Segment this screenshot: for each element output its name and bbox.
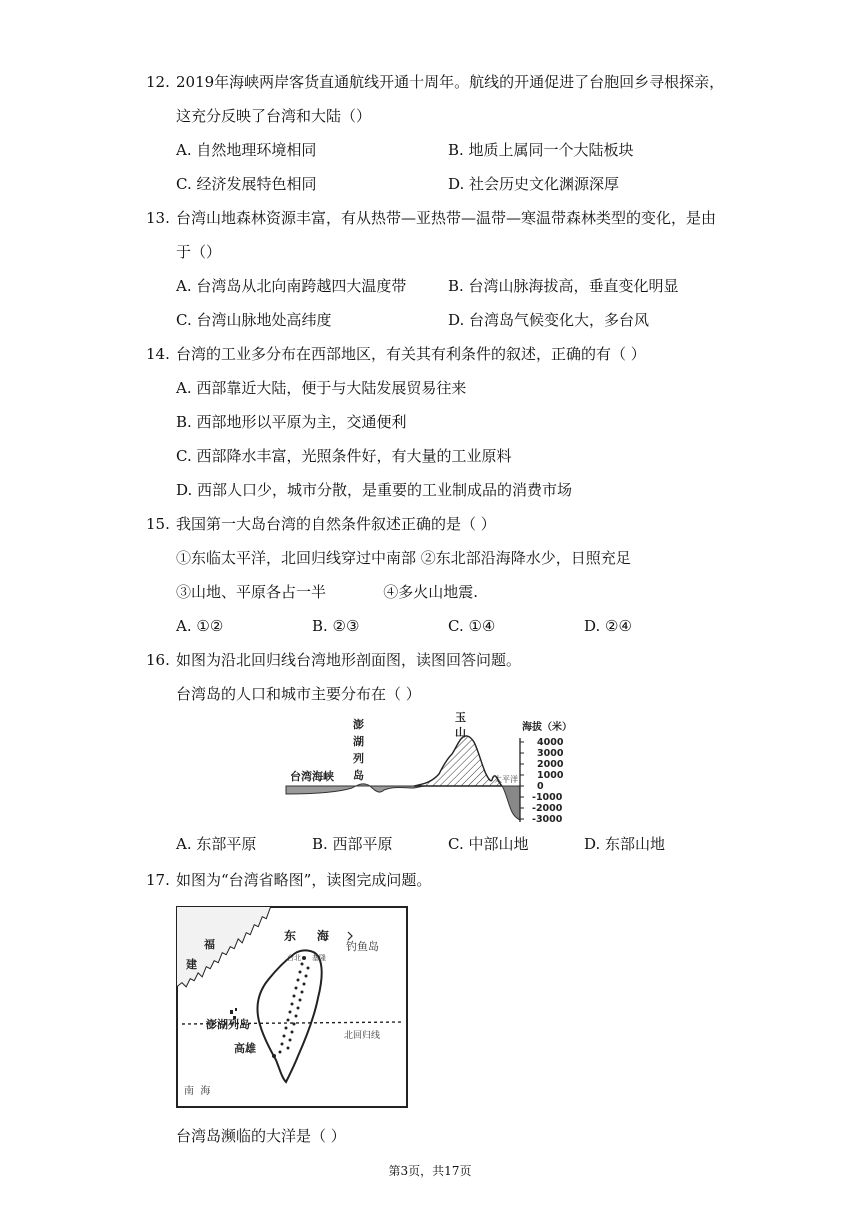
- q12-stem-line1: [146, 72, 724, 92]
- gaoxiong-label: 高雄: [234, 1042, 256, 1055]
- q12-option-d: D. 社会历史文化渊源深厚: [448, 175, 620, 193]
- q15-stem-line2: ①东临太平洋，北回归线穿过中南部 ②东北部沿海降水少，日照充足: [176, 549, 631, 567]
- gaoxiong-dot: [272, 1054, 276, 1058]
- q13-stem-text1: 台湾山地森林资源丰富，有从热带—亚热带—温带—寒温带森林类型的变化，是由: [176, 209, 717, 227]
- taibei-dot: [302, 956, 306, 960]
- jilong-label: 基隆: [312, 954, 326, 962]
- tick-4000: 4000: [537, 737, 564, 748]
- pacific-label: 太平洋: [494, 775, 518, 784]
- island-relief: [414, 736, 502, 786]
- q12-number: 12.: [146, 73, 170, 91]
- q16-stem-line1: [146, 650, 521, 670]
- q14-option-c: C. 西部降水丰富，光照条件好，有大量的工业原料: [176, 447, 512, 465]
- q12-option-a: A. 自然地理环境相同: [176, 141, 317, 159]
- q16-option-a: A. 东部平原: [176, 835, 257, 853]
- q13-option-c: C. 台湾山脉地处高纬度: [176, 311, 332, 329]
- penghu-map-label: 澎湖列岛: [206, 1018, 250, 1031]
- q13-number: 13.: [146, 209, 170, 227]
- q15-option-d: D. ②④: [584, 617, 632, 635]
- fujian-label-1: 福: [204, 938, 215, 951]
- yushan-label-2: 山: [455, 726, 466, 739]
- taiwan-province-map-figure: [176, 906, 408, 1108]
- donghai-label: 东 海: [284, 929, 329, 943]
- q15-stem-text1: 我国第一大岛台湾的自然条件叙述正确的是（ ）: [176, 515, 496, 533]
- q14-stem-text1: 台湾的工业多分布在西部地区，有关其有利条件的叙述，正确的有（ ）: [176, 345, 646, 363]
- penghu-label-4: 岛: [353, 769, 364, 782]
- q17-number: 17.: [146, 871, 170, 889]
- nanhai-label: 南 海: [184, 1086, 211, 1097]
- tick-minus-2000: -2000: [532, 803, 563, 814]
- tick-2000: 2000: [537, 759, 564, 770]
- taiwan-terrain-profile-figure: [284, 708, 584, 826]
- q15-stem-line1: [146, 514, 496, 534]
- q15-stem-line3: ③山地、平原各占一半 ④多火山地震.: [176, 583, 478, 601]
- q14-option-a: A. 西部靠近大陆，便于与大陆发展贸易往来: [176, 379, 467, 397]
- tick-minus-1000: -1000: [532, 792, 563, 803]
- q16-number: 16.: [146, 651, 170, 669]
- q15-number: 15.: [146, 515, 170, 533]
- penghu-label-1: 澎: [353, 718, 364, 731]
- q15-option-c: C. ①④: [448, 617, 496, 635]
- penghu-label-2: 湖: [353, 735, 364, 748]
- fujian-label-2: 建: [186, 958, 197, 971]
- q12-stem-line2: 这充分反映了台湾和大陆（）: [176, 107, 372, 125]
- q14-option-b: B. 西部地形以平原为主，交通便利: [176, 413, 407, 431]
- tick-0: 0: [537, 781, 544, 792]
- q16-stem-text1: 如图为沿北回归线台湾地形剖面图，读图回答问题。: [176, 651, 522, 669]
- q17-stem-line2: 台湾岛濒临的大洋是（ ）: [176, 1127, 346, 1145]
- penghu-label-3: 列: [353, 752, 364, 765]
- q16-option-b: B. 西部平原: [312, 835, 393, 853]
- elevation-axis-title: 海拔（米）: [522, 722, 572, 733]
- q12-stem-text1: 2019年海峡两岸客货直通航线开通十周年。航线的开通促进了台胞回乡寻根探亲，: [176, 73, 725, 91]
- q14-option-d: D. 西部人口少，城市分散，是重要的工业制成品的消费市场: [176, 481, 573, 499]
- page-footer: 第3页，共17页: [388, 1164, 472, 1178]
- q16-stem-line2: 台湾岛的人口和城市主要分布在（ ）: [176, 685, 421, 703]
- q12-option-c: C. 经济发展特色相同: [176, 175, 317, 193]
- q12-option-b: B. 地质上属同一个大陆板块: [448, 141, 634, 159]
- q15-option-a: A. ①②: [176, 617, 224, 635]
- q17-stem-line1: [146, 870, 431, 890]
- q13-stem-line1: [146, 208, 716, 228]
- q13-option-a: A. 台湾岛从北向南跨越四大温度带: [176, 277, 407, 295]
- tick-3000: 3000: [537, 748, 564, 759]
- taibei-label: 台北: [287, 954, 301, 962]
- tick-minus-3000: -3000: [532, 814, 563, 825]
- q16-option-c: C. 中部山地: [448, 835, 529, 853]
- yushan-label-1: 玉: [455, 711, 466, 724]
- strait-seafloor: [286, 784, 424, 794]
- q14-number: 14.: [146, 345, 170, 363]
- q17-stem-text1: 如图为“台湾省略图”，读图完成问题。: [176, 871, 432, 889]
- pacific-trench: [502, 786, 520, 820]
- q14-stem-line1: [146, 344, 646, 364]
- tropic-label: 北回归线: [344, 1031, 381, 1041]
- tick-1000: 1000: [537, 770, 564, 781]
- strait-label: 台湾海峡: [290, 770, 334, 783]
- q15-option-b: B. ②③: [312, 617, 360, 635]
- q16-option-d: D. 东部山地: [584, 835, 666, 853]
- q13-option-d: D. 台湾岛气候变化大，多台风: [448, 311, 650, 329]
- q13-option-b: B. 台湾山脉海拔高，垂直变化明显: [448, 277, 679, 295]
- q13-stem-line2: 于（）: [176, 243, 222, 261]
- diaoyu-label: 钓鱼岛: [346, 940, 379, 953]
